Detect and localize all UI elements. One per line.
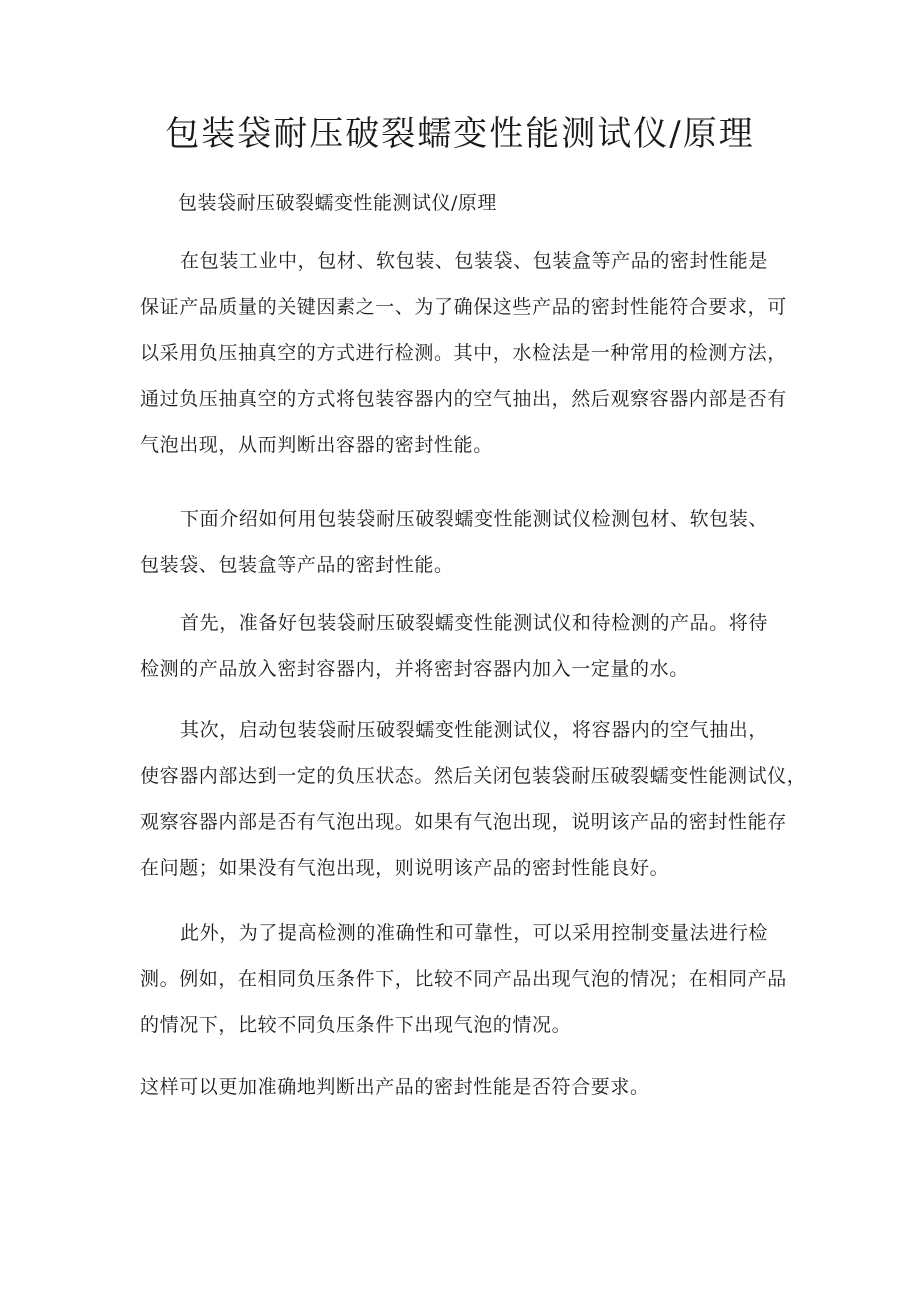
paragraph-1 [140, 238, 800, 468]
paragraph-line: 此外，为了提高检测的准确性和可靠性，可以采用控制变量法进行检 [180, 922, 769, 944]
document-subtitle: 包装袋耐压破裂蠕变性能测试仪/原理 [178, 192, 497, 214]
paragraph-line: 在包装工业中，包材、软包装、包装袋、包装盒等产品的密封性能是 [180, 250, 769, 272]
paragraph-line: 的情况下，比较不同负压条件下出现气泡的情况。 [140, 1014, 572, 1036]
paragraph-line: 其次，启动包装袋耐压破裂蠕变性能测试仪，将容器内的空气抽出， [180, 719, 769, 741]
paragraph-2 [140, 496, 800, 588]
paragraph-line: 在问题；如果没有气泡出现，则说明该产品的密封性能良好。 [140, 857, 670, 879]
paragraph-line: 观察容器内部是否有气泡出现。如果有气泡出现，说明该产品的密封性能存 [140, 811, 787, 833]
paragraph-line: 气泡出现，从而判断出容器的密封性能。 [140, 434, 493, 456]
paragraph-line: 以采用负压抽真空的方式进行检测。其中，水检法是一种常用的检测方法， [140, 342, 787, 364]
paragraph-line: 检测的产品放入密封容器内，并将密封容器内加入一定量的水。 [140, 658, 689, 680]
paragraph-5 [140, 910, 800, 1048]
paragraph-4 [140, 707, 807, 891]
paragraph-3 [140, 600, 800, 692]
paragraph-line: 这样可以更加准确地判断出产品的密封性能是否符合要求。 [140, 1076, 650, 1098]
paragraph-6 [140, 1064, 800, 1110]
paragraph-line: 使容器内部达到一定的负压状态。然后关闭包装袋耐压破裂蠕变性能测试仪， [140, 765, 807, 787]
paragraph-line: 包装袋、包装盒等产品的密封性能。 [140, 554, 454, 576]
paragraph-line: 保证产品质量的关键因素之一、为了确保这些产品的密封性能符合要求，可 [140, 296, 787, 318]
paragraph-line: 首先，准备好包装袋耐压破裂蠕变性能测试仪和待检测的产品。将待 [180, 612, 769, 634]
paragraph-line: 通过负压抽真空的方式将包装容器内的空气抽出，然后观察容器内部是否有 [140, 388, 787, 410]
paragraph-line: 下面介绍如何用包装袋耐压破裂蠕变性能测试仪检测包材、软包装、 [180, 508, 769, 530]
page-title: 包装袋耐压破裂蠕变性能测试仪/原理 [165, 114, 755, 154]
paragraph-line: 测。例如，在相同负压条件下，比较不同产品出现气泡的情况；在相同产品 [140, 968, 787, 990]
